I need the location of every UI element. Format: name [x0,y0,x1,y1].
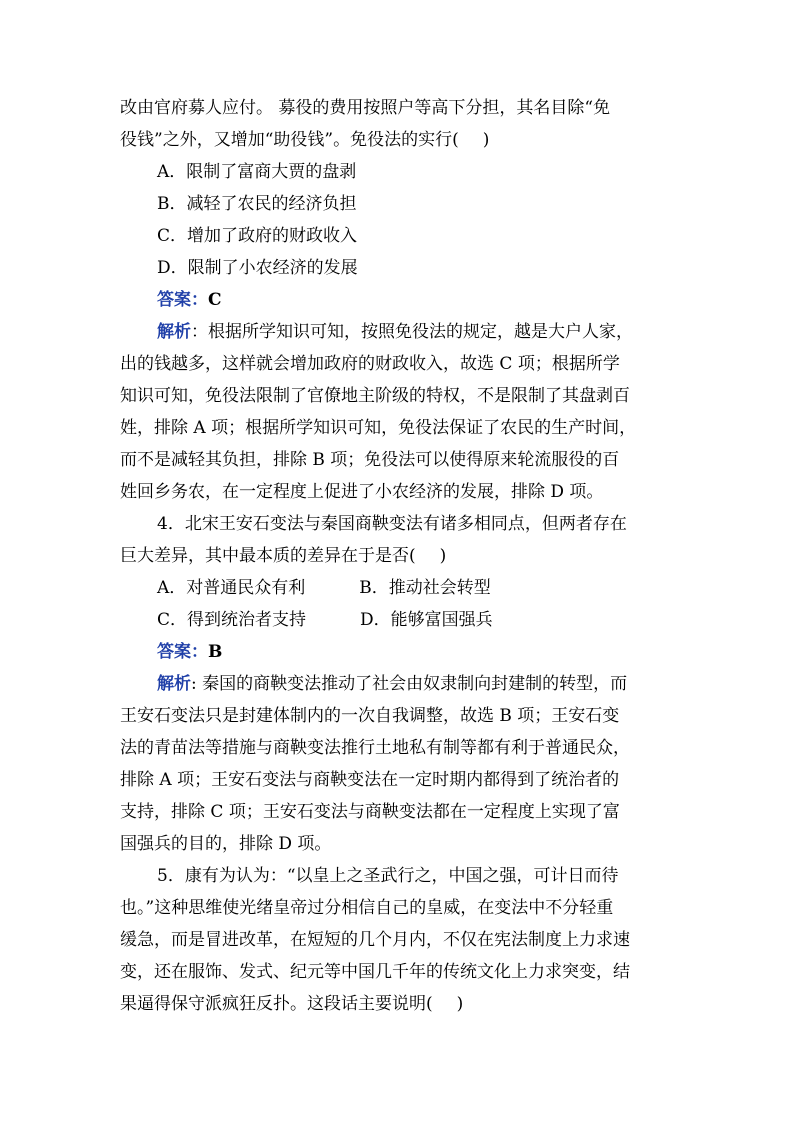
q4-analysis-line: 国强兵的目的，排除 D 项。 [120,834,332,854]
q3-analysis-line: 姓回乡务农，在一定程度上促进了小农经济的发展，排除 D 项。 [120,482,604,502]
q3-analysis-line: 知识可知，免役法限制了官僚地主阶级的特权，不是限制了其盘剥百 [120,386,630,406]
q4-stem-line: 4．北宋王安石变法与秦国商鞅变法有诸多相同点，但两者存在 [157,514,627,534]
q5-stem-text: 果逼得保守派疯狂反扑。这段话主要说明( [120,994,433,1014]
q4-analysis-line: 排除 A 项；王安石变法与商鞅变法在一定时期内都得到了统治者的 [120,770,620,790]
q3-analysis-line: 姓，排除 A 项；根据所学知识可知，免役法保证了农民的生产时间， [120,418,637,438]
answer-value: C [208,290,222,310]
q3-option-b: B．减轻了农民的经济负担 [157,194,357,214]
q3-stem-text: 役钱”之外，又增加“助役钱”。免役法的实行( [120,130,459,150]
q5-stem-line: 也。”这种思维使光绪皇帝过分相信自己的皇威，在变法中不分轻重 [120,898,614,918]
q3-stem-line: 改由官府募人应付。 募役的费用按照户等高下分担，其名目除“免 [120,98,611,118]
q3-analysis-line: 出的钱越多，这样就会增加政府的财政收入，故选 C 项；根据所学 [120,354,620,374]
answer-value: B [208,642,223,662]
q4-stem-text: 巨大差异，其中最本质的差异在于是否( [120,546,416,566]
q4-option-b: B．推动社会转型 [359,578,491,598]
q5-stem-line: 5．康有为认为：“以皇上之圣武行之，中国之强，可计日而待 [157,866,619,886]
analysis-text: : 秦国的商鞅变法推动了社会由奴隶制向封建制的转型，而 [191,674,628,694]
q3-option-d: D．限制了小农经济的发展 [157,258,358,278]
q5-stem-line [120,993,463,1015]
q4-options-row [157,609,493,631]
q3-stem-line [120,129,489,151]
analysis-text: ：根据所学知识可知，按照免役法的规定，越是大户人家， [191,322,633,342]
answer-label: 答案： [157,642,208,662]
q5-stem-line: 变，还在服饰、发式、纪元等中国几千年的传统文化上力求突变，结 [120,962,630,982]
q4-stem-close: ) [439,546,447,566]
analysis-label: 解析 [157,674,191,694]
q4-stem-line [120,545,446,567]
q4-option-c: C．得到统治者支持 [157,610,307,630]
q3-stem-close: ) [482,130,490,150]
q4-analysis-line: 王安石变法只是封建体制内的一次自我调整，故选 B 项；王安石变 [120,706,620,726]
q4-answer [157,641,222,663]
q4-option-d: D．能够富国强兵 [360,610,493,630]
q3-option-c: C．增加了政府的财政收入 [157,226,358,246]
q5-stem-line: 缓急，而是冒进改革，在短短的几个月内，不仅在宪法制度上力求速 [120,930,630,950]
analysis-label: 解析 [157,322,191,342]
answer-label: 答案： [157,290,208,310]
q4-analysis-line [157,673,627,695]
q4-analysis-line: 支持，排除 C 项；王安石变法与商鞅变法都在一定程度上实现了富 [120,802,620,822]
q4-option-a: A．对普通民众有利 [157,578,306,598]
q4-analysis-line: 法的青苗法等措施与商鞅变法推行土地私有制等都有利于普通民众， [120,738,630,758]
q3-analysis-line: 而不是减轻其负担，排除 B 项；免役法可以使得原来轮流服役的百 [120,450,620,470]
q4-options-row [157,577,491,599]
q3-analysis-line [157,321,633,343]
q3-option-a: A．限制了富商大贾的盘剥 [157,162,357,182]
q3-answer [157,289,222,311]
q5-stem-close: ) [456,994,464,1014]
